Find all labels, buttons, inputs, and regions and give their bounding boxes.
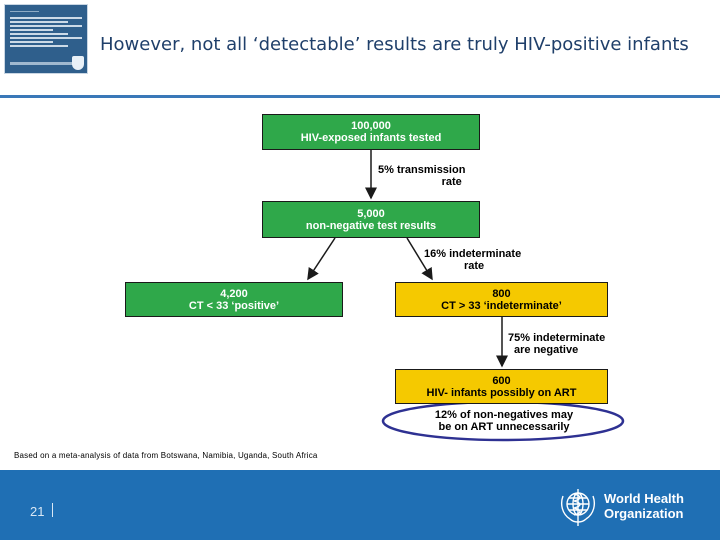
node-non-negative-count: 5,000: [357, 207, 385, 220]
node-positive-label: CT < 33 ‘positive’: [188, 299, 280, 312]
node-tested-label: HIV-exposed infants tested: [300, 132, 442, 144]
node-tested-count: 100,000: [351, 120, 391, 132]
node-on-art-count: 600: [492, 374, 511, 387]
node-on-art: [395, 369, 608, 404]
node-positive: [125, 282, 343, 317]
label-indeterminate-rate: 16% indeterminate rate: [424, 248, 522, 272]
who-wordmark: World Health Organization: [604, 491, 684, 521]
node-positive-count: 4,200: [220, 287, 248, 300]
node-indeterminate-label: CT > 33 ‘indeterminate’: [441, 299, 562, 312]
label-transmission-rate: 5% transmission rate: [378, 164, 466, 188]
page-number-separator: [52, 503, 53, 517]
node-indeterminate: [395, 282, 608, 317]
label-indeterminate-negative: 75% indeterminate are negative: [508, 332, 606, 356]
node-non-negative-label: non-negative test results: [305, 219, 437, 232]
page-number: 21: [30, 504, 45, 519]
slide-title: However, not all ‘detectable’ results are truly HIV-positive infants: [100, 34, 689, 55]
node-non-negative: [262, 201, 480, 238]
node-indeterminate-count: 800: [492, 287, 511, 300]
arrow-nonnegative-to-positive: [308, 238, 335, 279]
node-tested: [262, 114, 480, 150]
highlight-text: 12% of non-negatives may be on ART unnecessarily: [434, 409, 574, 433]
source-note: Based on a meta-analysis of data from Botswana, Namibia, Uganda, South Africa: [14, 451, 318, 460]
node-on-art-label: HIV- infants possibly on ART: [426, 386, 577, 399]
who-emblem-icon: [558, 486, 598, 528]
